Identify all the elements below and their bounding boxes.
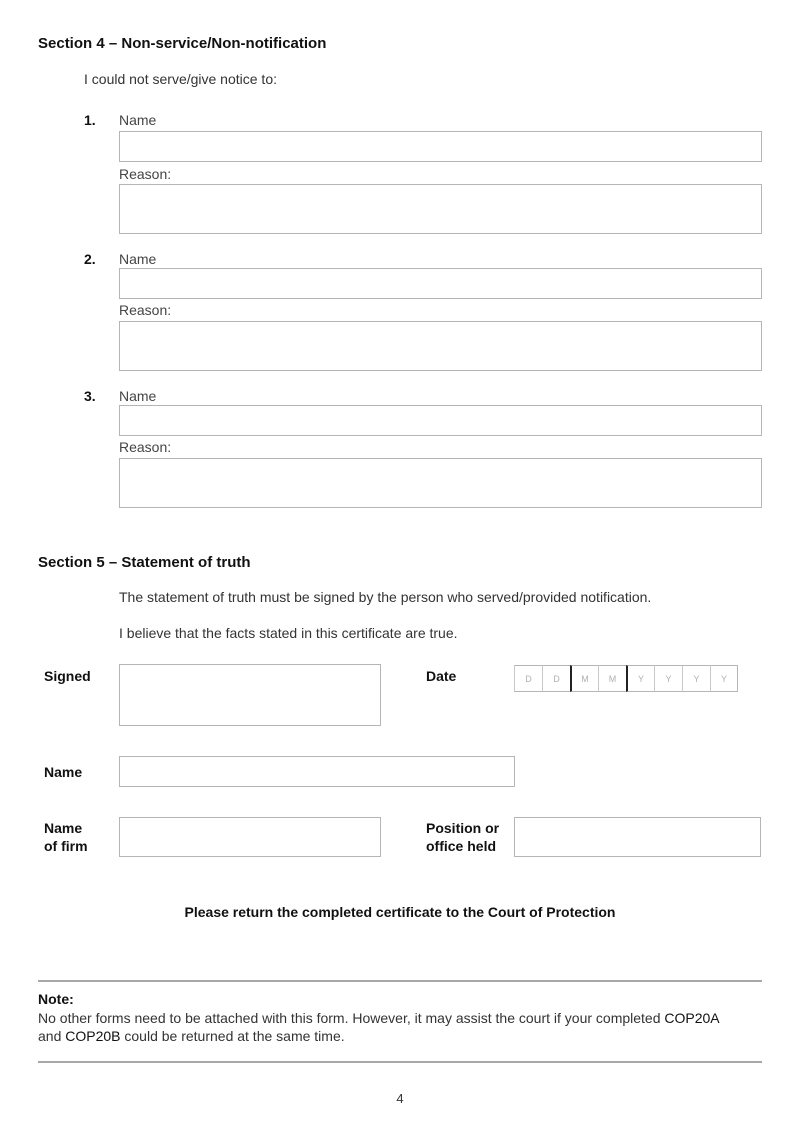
entry-1-number: 1. xyxy=(84,112,96,128)
note-title: Note: xyxy=(38,991,74,1007)
date-cell-year-1[interactable]: Y xyxy=(626,665,654,692)
entry-3-name-input[interactable] xyxy=(119,405,762,436)
entry-3-name-label: Name xyxy=(119,388,157,404)
entry-3-number: 3. xyxy=(84,388,96,404)
note-bottom-rule xyxy=(38,1061,762,1063)
firm-label-line-1: Name xyxy=(44,820,83,836)
note-top-rule xyxy=(38,980,762,982)
date-cell-month-1[interactable]: M xyxy=(570,665,598,692)
section-5-instruction: The statement of truth must be signed by the person who served/provided notification. xyxy=(119,589,652,605)
note-text-part-3: could be returned at the same time. xyxy=(120,1028,345,1044)
page-number: 4 xyxy=(396,1091,404,1106)
note-text xyxy=(38,1009,762,1045)
note-text-part-1: No other forms need to be attached with this form. However, it may assist the court if your completed xyxy=(38,1010,665,1026)
entry-3-reason-input[interactable] xyxy=(119,458,762,508)
entry-2-number: 2. xyxy=(84,251,96,267)
position-label-line-2: office held xyxy=(426,838,497,854)
entry-2-name-label: Name xyxy=(119,251,157,267)
entry-2-name-input[interactable] xyxy=(119,268,762,299)
firm-input[interactable] xyxy=(119,817,381,857)
entry-1-reason-label: Reason: xyxy=(119,166,172,182)
date-field[interactable] xyxy=(514,665,738,692)
return-instruction: Please return the completed certificate to the Court of Protection xyxy=(184,904,616,920)
entry-1-name-input[interactable] xyxy=(119,131,762,162)
section-4-intro: I could not serve/give notice to: xyxy=(84,71,277,87)
entry-2-reason-input[interactable] xyxy=(119,321,762,371)
entry-1-name-label: Name xyxy=(119,112,157,128)
note-form-cop20a: COP20A xyxy=(664,1010,720,1026)
position-input[interactable] xyxy=(514,817,761,857)
position-label xyxy=(426,819,499,855)
date-cell-month-2[interactable]: M xyxy=(598,665,626,692)
position-label-line-1: Position or xyxy=(426,820,500,836)
note-line-2 xyxy=(38,1027,762,1045)
date-cell-day-1[interactable]: D xyxy=(514,665,542,692)
section-5-heading: Section 5 – Statement of truth xyxy=(38,554,251,571)
firm-label xyxy=(44,819,88,855)
signed-label: Signed xyxy=(44,668,91,684)
entry-2-reason-label: Reason: xyxy=(119,302,172,318)
date-label: Date xyxy=(426,668,457,684)
name-label: Name xyxy=(44,764,83,780)
date-cell-year-4[interactable]: Y xyxy=(710,665,738,692)
date-cell-year-2[interactable]: Y xyxy=(654,665,682,692)
note-form-cop20b: COP20B xyxy=(65,1028,121,1044)
date-cell-day-2[interactable]: D xyxy=(542,665,570,692)
note-text-part-2: and xyxy=(38,1028,66,1044)
date-cell-year-3[interactable]: Y xyxy=(682,665,710,692)
signature-box[interactable] xyxy=(119,664,381,726)
firm-label-line-2: of firm xyxy=(44,838,88,854)
section-5-belief: I believe that the facts stated in this certificate are true. xyxy=(119,625,458,641)
section-4-heading: Section 4 – Non-service/Non-notification xyxy=(38,35,327,52)
name-input[interactable] xyxy=(119,756,515,787)
note-line-1 xyxy=(38,1009,762,1027)
entry-1-reason-input[interactable] xyxy=(119,184,762,234)
entry-3-reason-label: Reason: xyxy=(119,439,172,455)
